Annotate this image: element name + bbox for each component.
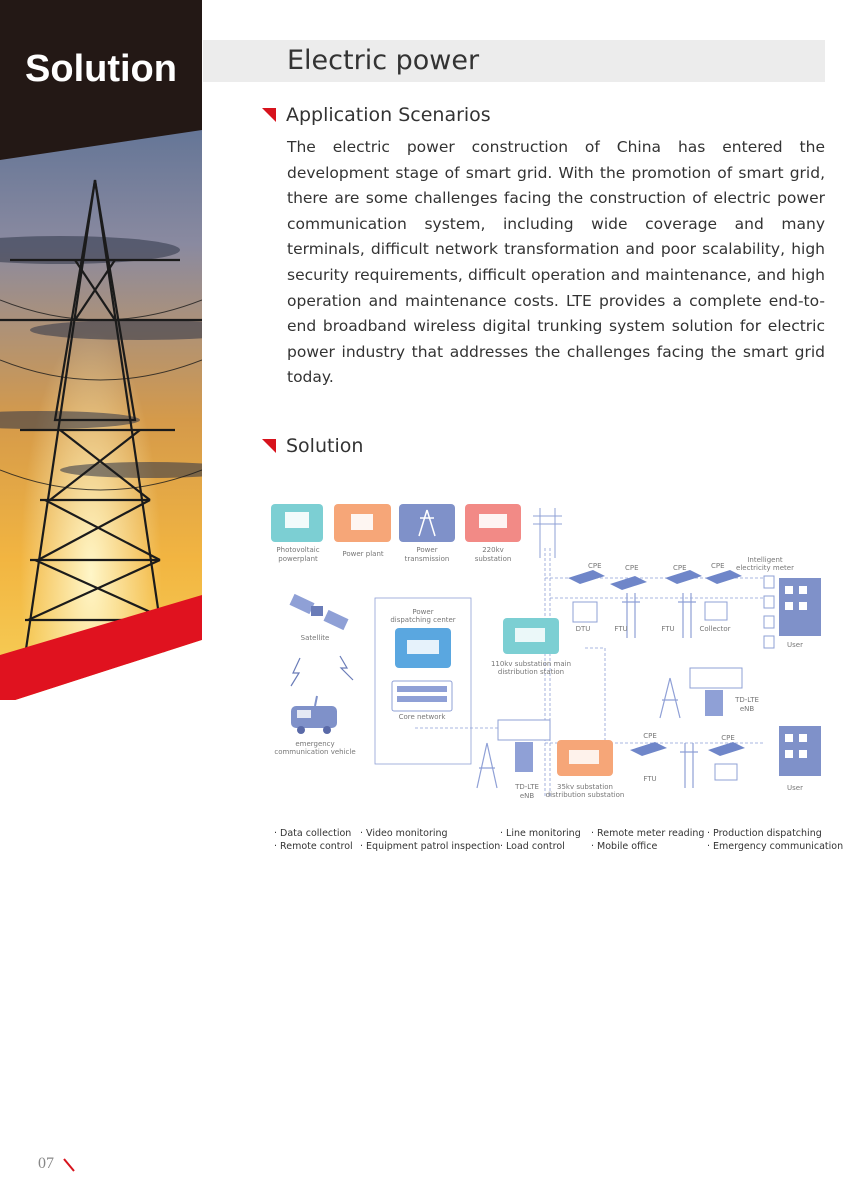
user-label: User [787, 641, 803, 649]
heading-text: Solution [286, 435, 364, 457]
banner-photo [0, 0, 202, 700]
network-diagram [265, 498, 830, 818]
sub35-label-2: distribution substation [545, 791, 625, 799]
transmission-label: Power [416, 546, 438, 554]
collector-label: Collector [699, 625, 731, 633]
antenna-tower-icon [660, 678, 680, 718]
feature-item: · Production dispatching [707, 828, 822, 839]
page-number: 07 [38, 1155, 54, 1172]
enb-cabinet-icon [705, 690, 723, 716]
section-label: Solution [25, 48, 177, 90]
feature-item: · Remote meter reading [591, 828, 705, 839]
photovoltaic-label-2: powerplant [278, 555, 318, 563]
signal-icon [340, 656, 353, 680]
meter-label: Intelligent [747, 556, 783, 564]
vehicle-label-2: communication vehicle [274, 748, 356, 756]
sub110-label: 110kv substation main [490, 660, 572, 668]
feature-col-5 [707, 827, 843, 853]
feature-item: · Remote control [274, 841, 353, 852]
user-building-icon [779, 726, 821, 776]
heading-application-scenarios [262, 104, 491, 126]
meter-label-2: electricity meter [736, 564, 794, 572]
dispatch-label-2: dispatching center [390, 616, 456, 624]
device-icon [715, 764, 737, 780]
feature-col-1 [274, 827, 353, 853]
top-icons [271, 504, 521, 542]
core-network-label: Core network [398, 713, 446, 721]
user-label: User [787, 784, 803, 792]
feature-item: · Emergency communication [707, 841, 844, 852]
ftu-label: FTU [661, 625, 675, 633]
feature-col-2 [360, 827, 500, 853]
feature-item: · Equipment patrol inspection [360, 841, 501, 852]
collector-icon [705, 602, 727, 620]
dtu-label: DTU [575, 625, 591, 633]
dtu-icon [573, 602, 597, 622]
transmission-label-2: transmission [404, 555, 450, 563]
photovoltaic-label: Photovoltaic [276, 546, 320, 554]
meter-icons [764, 576, 774, 648]
body-paragraph: The electric power construction of China has entered the development stage of smart grid. With the promotion of smart grid, there are some challenges facing the construction of electric power communication system, including wide coverage and many terminals, difficult network transformation and poor scalability, high security requirements, difficult operation and maintenance, and high operation and maintenance costs. LTE provides a complete end-to-end broadband wireless digital trunking system solution for electric power industry that addresses the challenges facing the smart grid today. [287, 138, 825, 387]
cpe-label: CPE [588, 562, 602, 570]
cpe-row-top [568, 570, 742, 590]
enb-device-icon [498, 720, 550, 740]
red-triangle-icon [262, 108, 276, 122]
substation-220-label: 220kv [482, 546, 504, 554]
user-building-icon [779, 578, 821, 636]
tdlte-label: TD-LTE [735, 696, 759, 704]
ftu-label: FTU [643, 775, 657, 783]
heading-text: Application Scenarios [286, 104, 491, 126]
feature-item: · Data collection [274, 828, 352, 839]
ftu-pole-icon [680, 743, 698, 788]
enb-label: eNB [519, 792, 535, 800]
feature-col-3 [500, 827, 581, 853]
substation-220-label-2: substation [474, 555, 512, 563]
red-triangle-icon [262, 439, 276, 453]
ftu-label: FTU [614, 625, 628, 633]
cpe-label: CPE [643, 732, 657, 740]
heading-solution [262, 435, 363, 457]
tdlte-label: TD-LTE [515, 783, 539, 791]
cpe-label: CPE [721, 734, 735, 742]
feature-item: · Line monitoring [500, 828, 581, 839]
dispatch-label: Power [412, 608, 434, 616]
slash-icon [62, 1157, 76, 1173]
emergency-vehicle-icon [291, 696, 337, 734]
antenna-tower-icon [477, 743, 497, 788]
sub35-label: 35kv substation [557, 783, 613, 791]
sub110-label-2: distribution station [497, 668, 565, 676]
satellite-label: Satellite [300, 634, 330, 642]
feature-col-4 [591, 827, 704, 853]
power-pole-icon [533, 508, 562, 558]
transmission-icon [399, 504, 455, 542]
page-title: Electric power [287, 45, 480, 76]
cpe-label: CPE [673, 564, 687, 572]
cpe-row-bottom [630, 742, 745, 756]
title-bar [203, 40, 825, 82]
feature-item: · Mobile office [591, 841, 658, 852]
cpe-label: CPE [625, 564, 639, 572]
feature-item: · Load control [500, 841, 565, 852]
power-plant-label: Power plant [342, 550, 384, 558]
vehicle-label: emergency [295, 740, 335, 748]
feature-item: · Video monitoring [360, 828, 448, 839]
enb-device-icon [690, 668, 742, 688]
satellite-icon [289, 594, 348, 630]
cpe-label: CPE [711, 562, 725, 570]
signal-icon [291, 658, 300, 686]
enb-cabinet-icon [515, 742, 533, 772]
ftu-pole-icon [678, 593, 696, 638]
enb-label: eNB [739, 705, 755, 713]
